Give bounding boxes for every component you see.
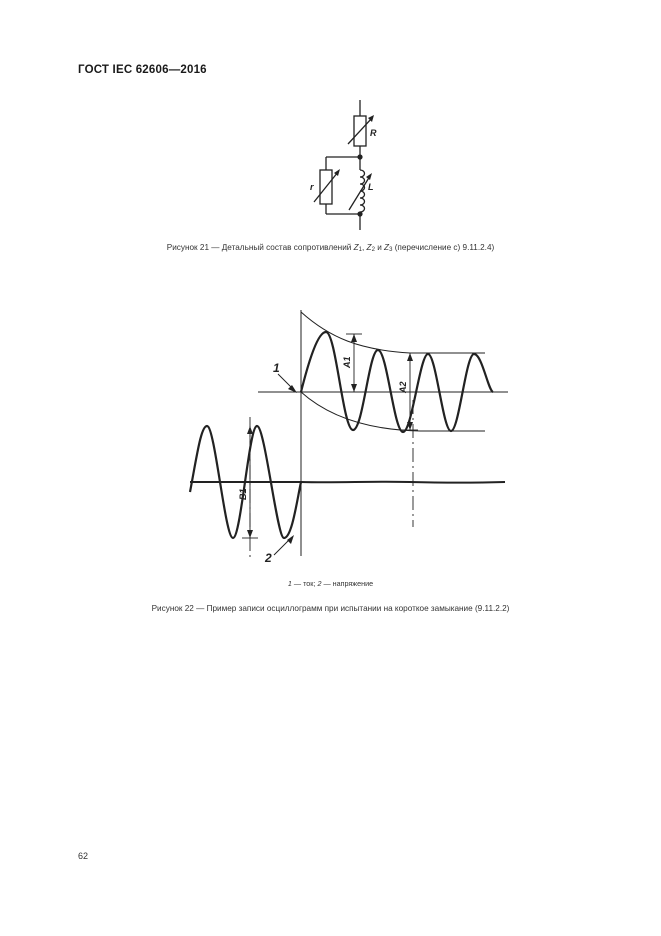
label-R: R	[370, 128, 377, 138]
figure-21-circuit-diagram	[290, 96, 400, 234]
inductor-L-arrow	[349, 176, 370, 210]
label-L: L	[368, 182, 374, 192]
callout-1: 1	[273, 361, 280, 375]
page-number: 62	[78, 851, 89, 861]
document-header: ГОСТ IEC 62606—2016	[78, 64, 207, 76]
label-A1: A1	[342, 356, 352, 368]
callout-2: 2	[265, 551, 272, 565]
junction-top	[357, 154, 362, 159]
voltage-baseline	[190, 482, 505, 483]
figure-22-oscillogram	[170, 300, 520, 570]
label-B1: B1	[238, 488, 248, 500]
figure-22-legend: 1 — ток; 2 — напряжение	[287, 579, 374, 588]
junction-bottom	[357, 211, 362, 216]
label-r: r	[310, 182, 314, 192]
current-trace	[301, 332, 493, 432]
figure-22-caption: Рисунок 22 — Пример записи осциллограмм при испытании на короткое замыкание (9.11.2.2)	[151, 604, 510, 613]
label-A2: A2	[398, 381, 408, 393]
figure-21-caption: Рисунок 21 — Детальный состав сопротивлений $Z_1$, $Z_2$ и $Z_3$ (перечисление с) 9.11.2.4)	[166, 243, 495, 253]
